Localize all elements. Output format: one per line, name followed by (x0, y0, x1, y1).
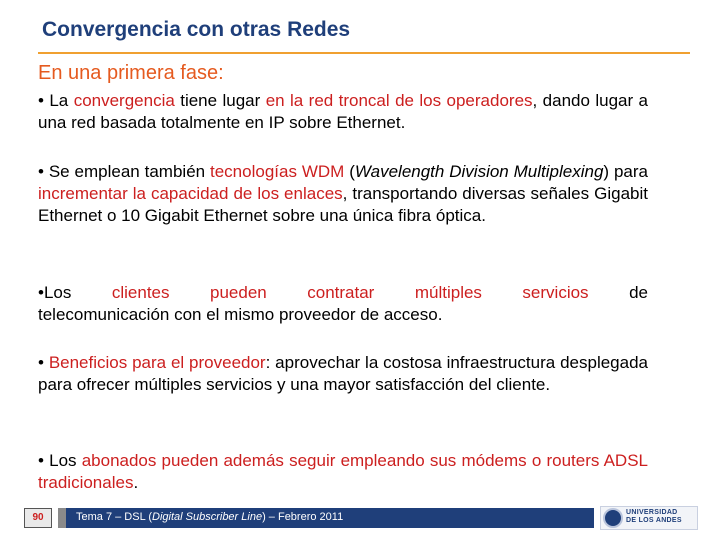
footer-text: Tema 7 – DSL (Digital Subscriber Line) – Febrero 2011 (76, 511, 344, 523)
slide-title: Convergencia con otras Redes (42, 18, 351, 41)
slide-subtitle: En una primera fase: (38, 62, 224, 84)
page-number: 90 (24, 508, 52, 528)
bullet-wdm: • Se emplean también tecnologías WDM (Wavelength Division Multiplexing) para incrementar la capacidad de los enlaces, transportando diversas señales Gigabit Ethernet o 10 Gigabit Ethernet sobre una única fibra óptica. (38, 162, 648, 225)
university-logo-text: UNIVERSIDAD DE LOS ANDES (626, 509, 682, 524)
title-underline (38, 52, 690, 54)
bullet-beneficios: • Beneficios para el proveedor: aprovechar la costosa infraestructura desplegada para ofrecer múltiples servicios y una mayor satisfacción del cliente. (38, 353, 648, 394)
bullet-clientes-line1: •Los clientes pueden contratar múltiples servicios de (38, 283, 648, 302)
bullet-clientes-line2: telecomunicación con el mismo proveedor de acceso. (38, 305, 443, 324)
university-seal-icon (603, 508, 623, 528)
bullet-convergencia: • La convergencia tiene lugar en la red troncal de los operadores, dando lugar a una red basada totalmente en IP sobre Ethernet. (38, 91, 649, 132)
bullet-abonados: • Los abonados pueden además seguir empleando sus módems o routers ADSL tradicionales. (38, 451, 648, 492)
